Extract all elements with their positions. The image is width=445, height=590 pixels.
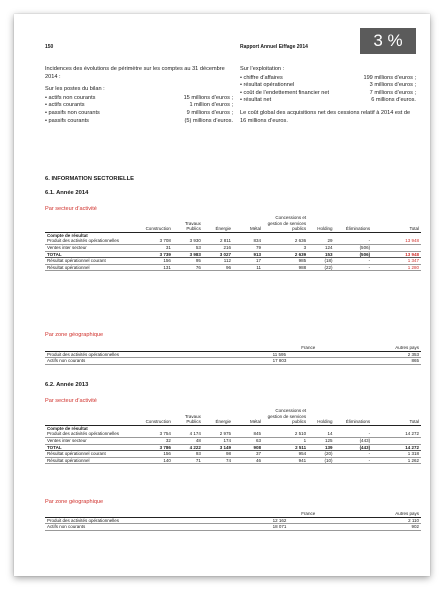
bilan-title: Sur les postes du bilan : — [45, 86, 105, 93]
subsection-2014: 6.1. Année 2014 — [45, 190, 89, 196]
cell-value: 2 511 — [263, 444, 308, 451]
table-row — [45, 351, 421, 358]
cell-value: 2 636 — [263, 238, 308, 244]
cell-value: 954 — [263, 451, 308, 458]
cell-value: 3 754 — [135, 431, 173, 437]
cell-value: 2 353 — [346, 351, 421, 358]
cell-value: 4 222 — [173, 444, 203, 451]
expl-item — [240, 97, 416, 105]
cell-value: 13 948 — [372, 251, 421, 258]
cell-value — [372, 244, 421, 251]
cell-value: (443) — [334, 437, 372, 444]
row-label: Produit des activités opérationnelles — [45, 431, 135, 437]
row-label: Produit des activités opérationnelles — [45, 351, 271, 358]
page-number: 150 — [45, 44, 54, 50]
row-label: Résultat opérationnel — [45, 457, 135, 464]
bilan-list — [45, 95, 233, 125]
cell-value: 988 — [263, 264, 308, 271]
column-header: Autres pays — [346, 511, 421, 517]
cell-value: 941 — [263, 457, 308, 464]
left-column — [45, 66, 233, 125]
cell-value — [372, 437, 421, 444]
expl-title: Sur l’exploitation : — [240, 66, 285, 72]
sector-table-2013 — [45, 408, 421, 464]
cell-value: 908 — [233, 444, 263, 451]
cell-value: 1 318 — [372, 451, 421, 458]
cell-value: 1 262 — [372, 457, 421, 464]
bilan-value: 9 millions d’euros ; — [186, 109, 233, 116]
cell-value: (506) — [334, 251, 372, 258]
cell-value: 834 — [233, 238, 263, 244]
cell-value: (443) — [334, 444, 372, 451]
cell-value: 2 639 — [263, 251, 308, 258]
table-row — [45, 524, 421, 531]
cell-value: 174 — [203, 437, 233, 444]
cell-value: 74 — [203, 457, 233, 464]
cell-value: 14 — [308, 431, 334, 437]
subsection-2013: 6.2. Année 2013 — [45, 382, 89, 388]
cell-value: 845 — [233, 431, 263, 437]
cell-value: 79 — [233, 244, 263, 251]
row-label: Actifs non courants — [45, 358, 271, 365]
expl-list — [240, 75, 416, 105]
expl-item — [240, 90, 416, 98]
expl-value: 199 millions d’euros ; — [363, 74, 416, 81]
cell-value: - — [334, 238, 372, 244]
column-header: Travaux Publics — [173, 408, 203, 425]
cell-value: (22) — [308, 264, 334, 271]
cell-value: 125 — [308, 437, 334, 444]
cell-value: 1 280 — [372, 264, 421, 271]
column-header: Total — [372, 408, 421, 425]
column-header: Concessions et gestion de services publics — [263, 408, 308, 425]
bilan-item — [45, 118, 233, 126]
label-zone-2013: Par zone géographique — [45, 499, 104, 505]
table-row — [45, 457, 421, 464]
row-label: Produit des activités opérationnelles — [45, 517, 271, 524]
label-secteur-2014: Par secteur d’activité — [45, 206, 97, 212]
bilan-item — [45, 110, 233, 118]
right-column — [240, 66, 416, 130]
column-header: Concessions et gestion de services publics — [263, 215, 308, 232]
cell-value: 13 948 — [372, 238, 421, 244]
column-header: Métal — [233, 408, 263, 425]
cell-value: 3 930 — [173, 238, 203, 244]
intro-text: Incidences des évolutions de périmètre sur les comptes au 31 décembre 2014 : — [45, 66, 225, 80]
column-header: Métal — [233, 215, 263, 232]
cell-value: 95 — [173, 258, 203, 265]
cell-value: 14 272 — [372, 431, 421, 437]
expl-label: • résultat opérationnel — [240, 82, 294, 90]
cell-value: 53 — [173, 244, 203, 251]
expl-label: • coût de l’endettement financier net — [240, 90, 329, 98]
cell-value: 12 162 — [271, 517, 346, 524]
row-label: Ventes inter secteur — [45, 437, 135, 444]
header-row — [45, 215, 421, 232]
bilan-item — [45, 102, 233, 110]
column-header: Énergie — [203, 408, 233, 425]
table-row — [45, 264, 421, 271]
cell-value: 3 149 — [203, 444, 233, 451]
column-header: Autres pays — [346, 345, 421, 351]
expl-item — [240, 75, 416, 83]
cell-value: 3 983 — [173, 251, 203, 258]
cell-value: 2 975 — [203, 431, 233, 437]
expl-value: 3 millions d’euros ; — [369, 82, 416, 89]
cell-value: 140 — [135, 457, 173, 464]
header-row — [45, 408, 421, 425]
cell-value: 29 — [308, 238, 334, 244]
row-label: Actifs non courants — [45, 524, 271, 531]
section-title: 6. INFORMATION SECTORIELLE — [45, 176, 134, 182]
bilan-label: • actifs courants — [45, 102, 85, 110]
cell-value: 3 708 — [135, 238, 173, 244]
expl-value: 6 millions d’euros. — [371, 97, 416, 104]
cell-value: 1 347 — [372, 258, 421, 265]
column-header: Holding — [308, 408, 334, 425]
table-row — [45, 451, 421, 458]
table-row — [45, 251, 421, 258]
cell-value: 216 — [203, 244, 233, 251]
cell-value: 124 — [308, 244, 334, 251]
row-label: Résultat opérationnel courant — [45, 451, 135, 458]
bilan-value: 1 million d’euros ; — [189, 102, 233, 109]
expl-value: 7 millions d’euros ; — [369, 89, 416, 96]
row-label: TOTAL — [45, 251, 135, 258]
cell-value: 2 110 — [346, 517, 421, 524]
cell-value: 3 739 — [135, 251, 173, 258]
cell-value: 4 174 — [173, 431, 203, 437]
label-zone-2014: Par zone géographique — [45, 332, 104, 338]
cell-value: 18 071 — [271, 524, 346, 531]
table-row — [45, 358, 421, 365]
table-row — [45, 437, 421, 444]
cell-value: - — [334, 457, 372, 464]
cell-value: 2 811 — [203, 238, 233, 244]
cell-value: 96 — [203, 264, 233, 271]
row-label: Ventes inter secteur — [45, 244, 135, 251]
column-header: Construction — [135, 408, 173, 425]
cell-value: 14 272 — [372, 444, 421, 451]
percent-badge: 3 % — [360, 28, 416, 54]
column-header — [45, 215, 135, 232]
cell-value: (18) — [308, 258, 334, 265]
row-label: Résultat opérationnel — [45, 264, 135, 271]
bilan-label: • passifs courants — [45, 118, 89, 126]
cell-value: - — [334, 264, 372, 271]
column-header: France — [271, 511, 346, 517]
row-label: TOTAL — [45, 444, 135, 451]
cell-value: 32 — [135, 437, 173, 444]
cell-value: 17 803 — [271, 358, 346, 365]
table-row — [45, 244, 421, 251]
table-row — [45, 444, 421, 451]
cell-value: 93 — [173, 451, 203, 458]
column-header: Construction — [135, 215, 173, 232]
cell-value: 3 027 — [203, 251, 233, 258]
cell-value: - — [334, 431, 372, 437]
cell-value: 913 — [233, 251, 263, 258]
cell-value: 156 — [135, 451, 173, 458]
bilan-label: • actifs non courants — [45, 95, 95, 103]
cell-value: 985 — [263, 258, 308, 265]
cell-value: (506) — [334, 244, 372, 251]
cell-value: 31 — [135, 244, 173, 251]
cell-value: 3 — [263, 244, 308, 251]
cell-value: - — [334, 258, 372, 265]
column-header: Holding — [308, 215, 334, 232]
cell-value: 37 — [233, 451, 263, 458]
cell-value: 11 595 — [271, 351, 346, 358]
cell-value: 17 — [233, 258, 263, 265]
cell-value: 63 — [233, 437, 263, 444]
label-secteur-2013: Par secteur d’activité — [45, 398, 97, 404]
column-header — [45, 408, 135, 425]
cell-value: 76 — [173, 264, 203, 271]
closing-text: Le coût global des acquisitions net des cessions relatif à 2014 est de 16 millions d’euros. — [240, 109, 411, 124]
cell-value: 156 — [135, 258, 173, 265]
cell-value: 131 — [135, 264, 173, 271]
cell-value: 902 — [346, 524, 421, 531]
cell-value: 3 786 — [135, 444, 173, 451]
cell-value: 11 — [233, 264, 263, 271]
column-header: Énergie — [203, 215, 233, 232]
bilan-item — [45, 95, 233, 103]
expl-label: • chiffre d’affaires — [240, 75, 283, 83]
column-header: Éliminations — [334, 215, 372, 232]
cell-value: 46 — [233, 457, 263, 464]
cell-value: 2 510 — [263, 431, 308, 437]
cell-value: 98 — [203, 451, 233, 458]
column-header: Travaux Publics — [173, 215, 203, 232]
sector-table-2014 — [45, 215, 421, 271]
column-header: Total — [372, 215, 421, 232]
cell-value: 48 — [173, 437, 203, 444]
running-title: Rapport Annuel Eiffage 2014 — [240, 44, 308, 50]
cell-value: 865 — [346, 358, 421, 365]
document-page — [14, 14, 430, 576]
column-header: France — [271, 345, 346, 351]
geo-table-2013 — [45, 511, 421, 531]
group-label: Compte de résultat — [47, 232, 88, 238]
table-row — [45, 258, 421, 265]
cell-value: 112 — [203, 258, 233, 265]
expl-label: • résultat net — [240, 97, 271, 105]
bilan-value: (5) millions d’euros. — [184, 117, 233, 124]
bilan-label: • passifs non courants — [45, 110, 100, 118]
geo-table-2014 — [45, 345, 421, 365]
table-row — [45, 517, 421, 524]
row-label: Résultat opérationnel courant — [45, 258, 135, 265]
cell-value: 1 — [263, 437, 308, 444]
row-label: Produit des activités opérationnelles — [45, 238, 135, 244]
cell-value: 139 — [308, 444, 334, 451]
bilan-value: 15 millions d’euros ; — [183, 94, 233, 101]
cell-value: - — [334, 451, 372, 458]
cell-value: 71 — [173, 457, 203, 464]
column-header: Éliminations — [334, 408, 372, 425]
cell-value: (10) — [308, 457, 334, 464]
group-label: Compte de résultat — [47, 425, 88, 431]
cell-value: 153 — [308, 251, 334, 258]
expl-item — [240, 82, 416, 90]
cell-value: (20) — [308, 451, 334, 458]
